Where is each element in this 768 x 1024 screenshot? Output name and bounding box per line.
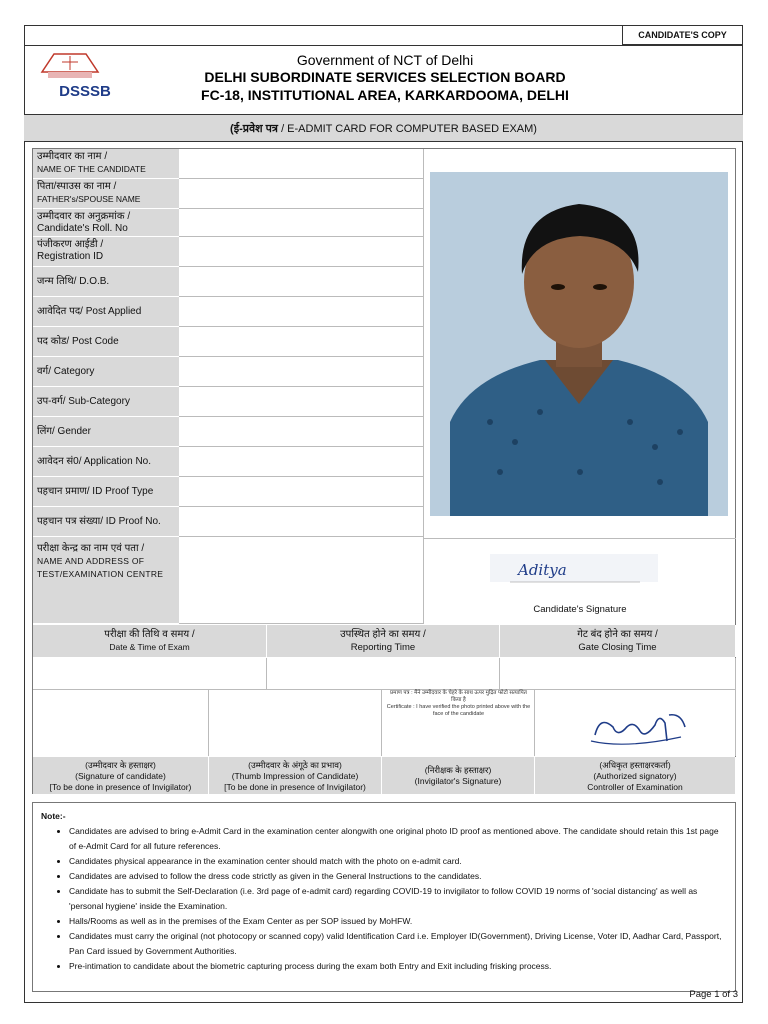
title-english: / E-ADMIT CARD FOR COMPUTER BASED EXAM) [278,123,537,135]
header-govt: Government of NCT of Delhi [296,52,474,68]
field-label-father: पिता/स्पाउस का नाम / FATHER's/SPOUSE NAME [33,179,179,209]
note-item: • Candidate has to submit the Self-Declaration (i.e. 3rd page of e-admit card) regarding COVID-19 to invigilator to follow COVID 19 norms of 'social distancing' as well as 'personal hygiene' inside the Examination. [69,884,727,914]
thumb-impression-caption: (उम्मीदवार के अंगूठे का प्रभाव) (Thumb Impression of Candidate) [To be done in presence of Invigilator) [209,757,382,794]
notes-title: Note:- [41,811,66,821]
exam-date-value [33,658,267,690]
page-number: Page 1 of 3 [689,989,738,1000]
field-label-application-no: आवेदन सं0 / Application No. [33,447,179,477]
field-value-roll [179,209,424,237]
reporting-time-value [267,658,500,690]
candidate-sign-caption: (उम्मीदवार के हस्ताक्षर) (Signature of candidate) [To be done in presence of Invigilator) [33,757,209,794]
field-value-application-no [179,447,424,477]
candidate-photo [430,172,728,516]
field-value-id-proof-type [179,477,424,507]
note-item: • Halls/Rooms as well as in the premises of the Exam Center as per SOP issued by MoHFW. [69,914,727,929]
field-label-category: वर्ग / Category [33,357,179,387]
title-hindi: (ई-प्रवेश पत्र [230,123,279,135]
notes-section [32,802,736,992]
logo-text: DSSSB [59,83,111,100]
field-value-dob [179,267,424,297]
reporting-time-header: उपस्थित होने का समय / Reporting Time [267,625,500,657]
field-value-sub-category [179,387,424,417]
gate-closing-value [500,658,736,690]
field-label-post-applied: आवेदित पद / Post Applied [33,297,179,327]
invigilator-sign-caption: (निरीक्षक के हस्ताक्षर) (Invigilator's Signature) [382,757,535,794]
field-label-gender: लिंग / Gender [33,417,179,447]
note-item: • Candidates physical appearance in the examination center should match with the photo on e-admit card. [69,854,727,869]
thumb-impression-area [209,690,382,756]
field-label-id-proof-no: पहचान पत्र संख्या / ID Proof No. [33,507,179,537]
candidate-copy-label: CANDIDATE'S COPY [622,26,742,45]
authorized-sign-caption: (अधिकृत हस्ताक्षरकर्ता) (Authorized signatory) Controller of Examination [535,757,736,794]
gate-closing-header: गेट बंद होने का समय / Gate Closing Time [500,625,736,657]
exam-date-header: परीक्षा की तिथि व समय / Date & Time of Exam [33,625,267,657]
authorized-signature-image [585,705,695,750]
notes-list [41,824,727,974]
field-value-id-proof-no [179,507,424,537]
field-label-exam-centre: परीक्षा केन्द्र का नाम एवं पता / NAME AND ADDRESS OF TEST/EXAMINATION CENTRE [33,537,179,624]
field-value-registration [179,237,424,267]
field-value-category [179,357,424,387]
field-value-post-code [179,327,424,357]
candidate-sign-area [33,690,209,756]
field-value-post-applied [179,297,424,327]
field-value-name [179,149,424,179]
field-value-father [179,179,424,209]
field-label-roll: उम्मीदवार का अनुक्रमांक / Candidate's Roll. No [33,209,179,237]
field-label-name: उम्मीदवार का नाम / NAME OF THE CANDIDATE [33,149,179,179]
field-label-id-proof-type: पहचान प्रमाण / ID Proof Type [33,477,179,507]
note-item: • Candidates are advised to follow the dress code strictly as given in the General Instructions to the candidates. [69,869,727,884]
note-item: • Candidates must carry the original (not photocopy or scanned copy) valid Identification Card i.e. Employer ID(Government), Driving License, Voter ID, Aadhar Card, Passport, Pan Card issued by Government Authorities. [69,929,727,959]
header-board: DELHI SUBORDINATE SERVICES SELECTION BOARD [204,69,566,85]
note-item: • Pre-intimation to candidate about the biometric capturing process during the exam both Entry and Exit including frisking process. [69,959,727,974]
dsssb-logo [40,50,128,100]
field-value-exam-centre [179,537,424,624]
candidate-signature-label: Candidate's Signature [533,604,627,615]
field-label-post-code: पद कोड / Post Code [33,327,179,357]
field-label-registration: पंजीकरण आईडी / Registration ID [33,237,179,267]
admit-card-title [24,114,743,142]
note-item: • Candidates are advised to bring e-Admit Card in the examination center alongwith one original photo ID proof as mentioned above. The candidate should retain this 1st page of e-Admit Card for all future references. [69,824,727,854]
field-value-gender [179,417,424,447]
header-address: FC-18, INSTITUTIONAL AREA, KARKARDOOMA, DELHI [201,87,569,103]
candidate-signature-image [490,548,658,594]
field-label-dob: जन्म तिथि / D.O.B. [33,267,179,297]
certificate-text: प्रमाण पत्र : मैंने उम्मीदवार के चेहरे के साथ ऊपर मुद्रित फोटो सत्यापित किया है Certificate : I have verified the photo printed above with the face of the candidate [386,690,531,717]
field-label-sub-category: उप-वर्ग / Sub-Category [33,387,179,417]
signature-name: Aditya [518,561,567,579]
